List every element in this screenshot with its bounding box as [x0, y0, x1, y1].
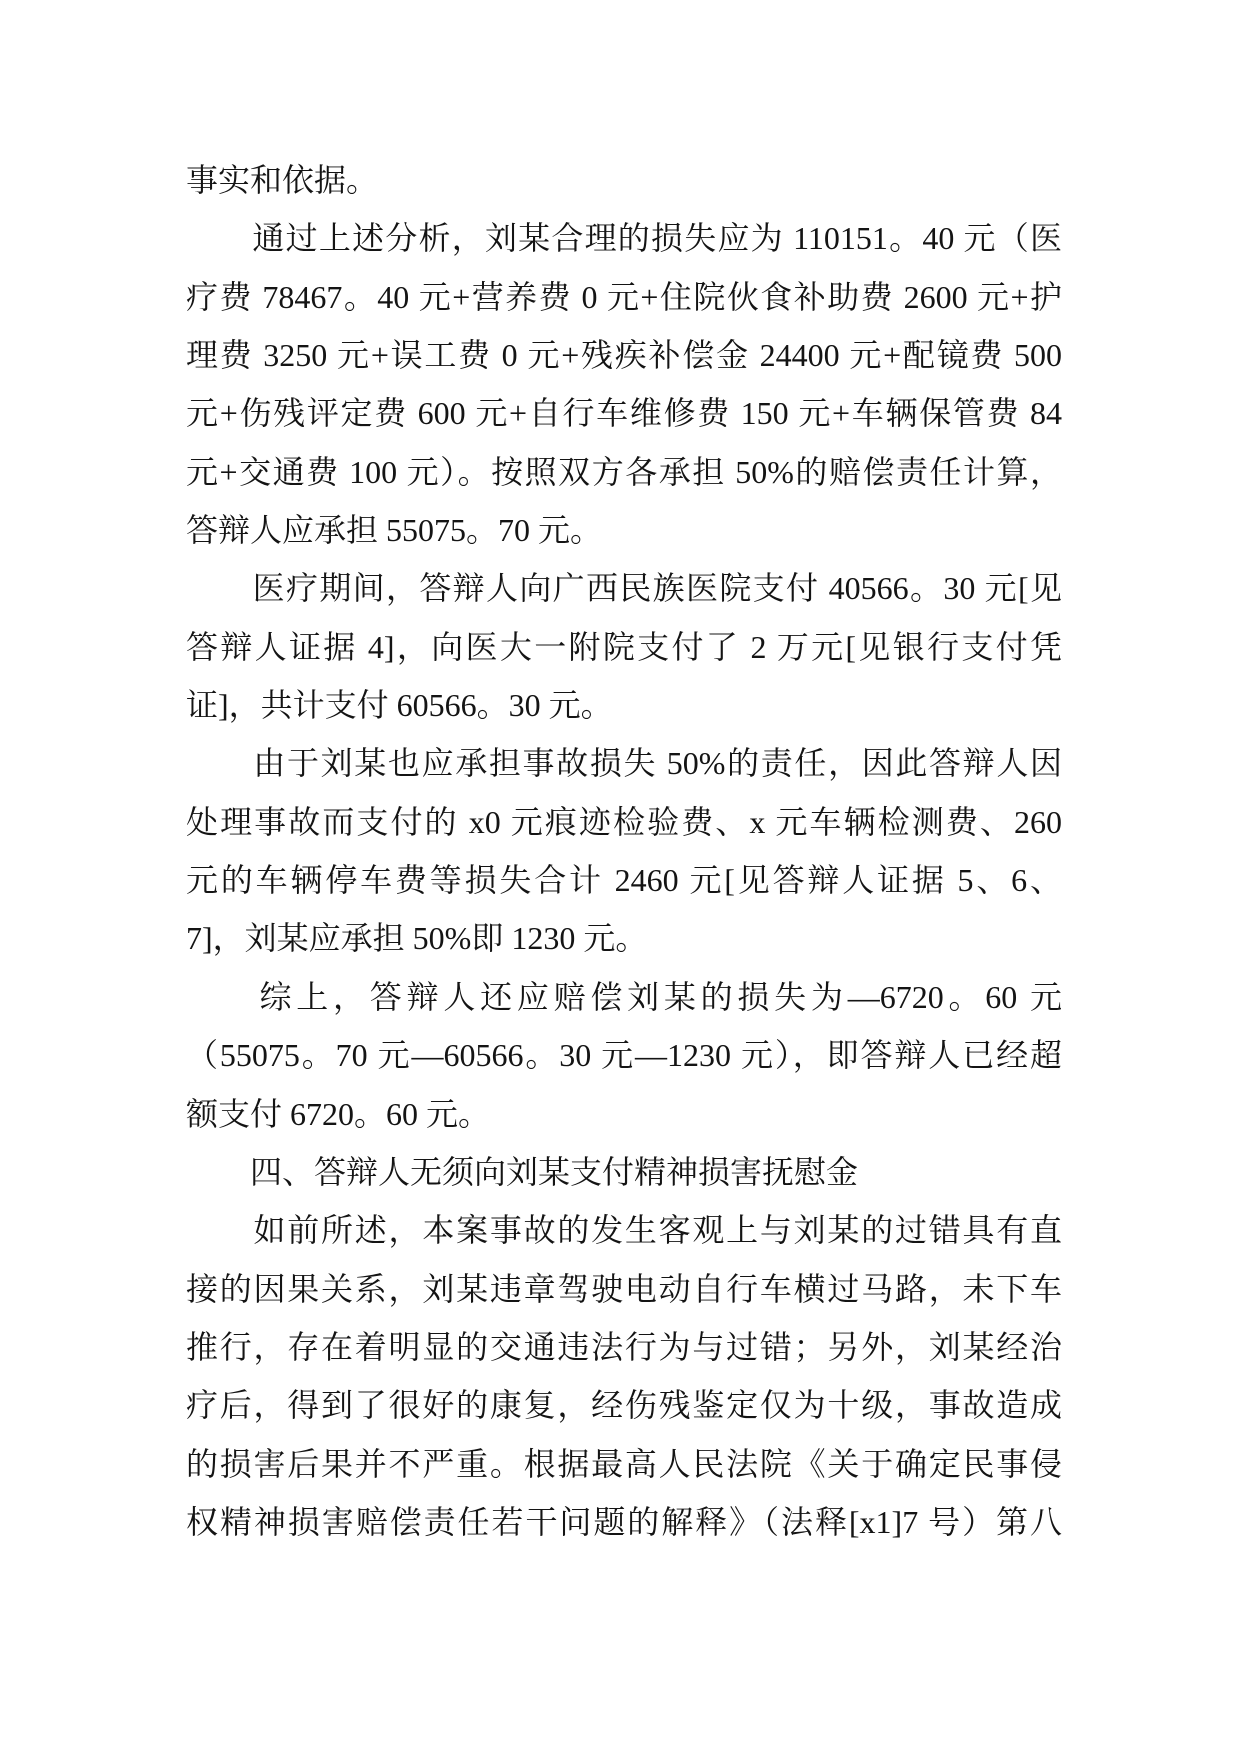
document-line: 答辩人证据 4]，向医大一附院支付了 2 万元[见银行支付凭 [186, 628, 1062, 665]
document-line: 证]，共计支付 60566。30 元。 [186, 687, 613, 724]
document-line: 的损害后果并不严重。根据最高人民法院《关于确定民事侵 [186, 1445, 1062, 1482]
document-line: 疗后，得到了很好的康复，经伤残鉴定仅为十级，事故造成 [186, 1387, 1062, 1424]
document-text-block [186, 151, 1062, 1551]
document-line: 7]，刘某应承担 50%即 1230 元。 [186, 920, 648, 957]
document-line: 权精神损害赔偿责任若干问题的解释》（法释[x1]7 号）第八 [186, 1503, 1062, 1540]
document-line: 答辩人应承担 55075。70 元。 [186, 512, 603, 549]
document-line: 元+交通费 100 元）。按照双方各承担 50%的赔偿责任计算， [186, 453, 1062, 490]
document-line: 元+伤残评定费 600 元+自行车维修费 150 元+车辆保管费 84 [186, 395, 1062, 432]
document-line: （55075。70 元—60566。30 元—1230 元），即答辩人已经超 [186, 1037, 1062, 1074]
document-line: 接的因果关系，刘某违章驾驶电动自行车横过马路，未下车 [186, 1270, 1062, 1307]
document-line: 通过上述分析，刘某合理的损失应为 110151。40 元（医 [186, 220, 1062, 257]
document-line: 元的车辆停车费等损失合计 2460 元[见答辩人证据 5、6、 [186, 862, 1062, 899]
document-line: 综上，答辩人还应赔偿刘某的损失为—6720。60 元 [186, 978, 1062, 1015]
document-line: 额支付 6720。60 元。 [186, 1095, 491, 1132]
document-line: 医疗期间，答辩人向广西民族医院支付 40566。30 元[见 [186, 570, 1062, 607]
document-line: 由于刘某也应承担事故损失 50%的责任，因此答辩人因 [186, 745, 1062, 782]
document-line: 理费 3250 元+误工费 0 元+残疾补偿金 24400 元+配镜费 500 [186, 337, 1062, 374]
document-line: 处理事故而支付的 x0 元痕迹检验费、x 元车辆检测费、260 [186, 803, 1062, 840]
document-line: 疗费 78467。40 元+营养费 0 元+住院伙食补助费 2600 元+护 [186, 278, 1062, 315]
document-section-heading: 四、答辩人无须向刘某支付精神损害抚慰金 [186, 1153, 859, 1190]
document-line: 推行，存在着明显的交通违法行为与过错；另外，刘某经治 [186, 1328, 1062, 1365]
document-line: 事实和依据。 [186, 162, 379, 198]
document-line: 如前所述，本案事故的发生客观上与刘某的过错具有直 [186, 1212, 1062, 1249]
